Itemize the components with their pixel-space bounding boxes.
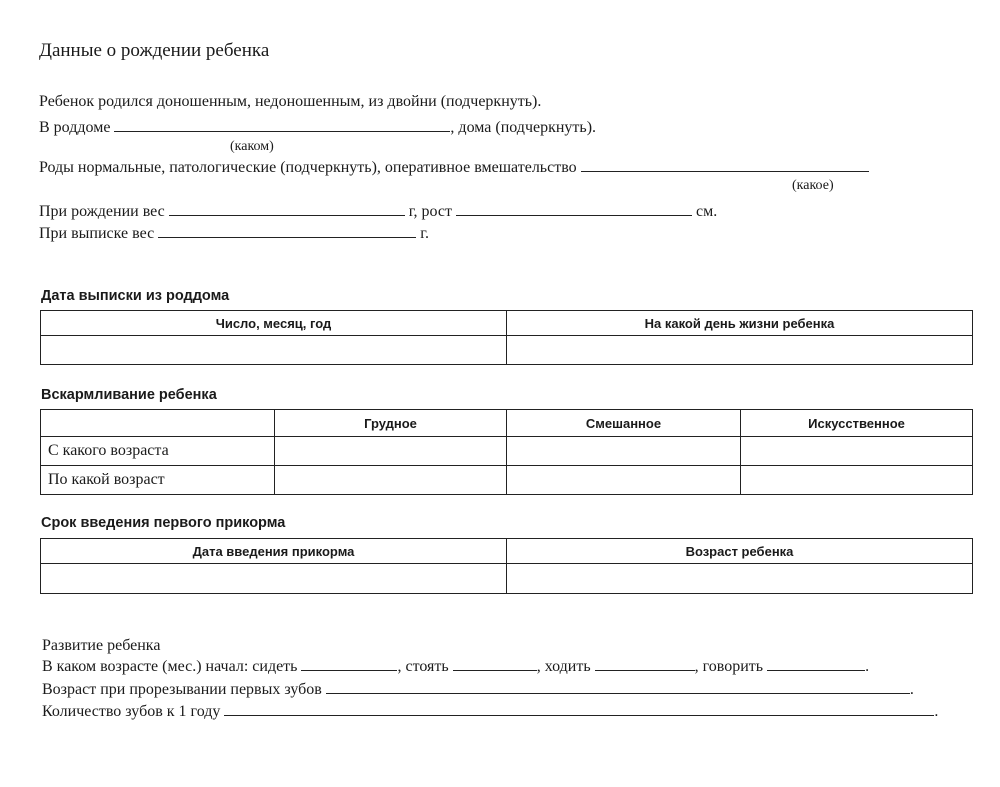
development-heading: Развитие ребенка (42, 637, 161, 654)
birth-status-line: Ребенок родился доношенным, недоношенным, из двойни (подчеркнуть). (39, 93, 542, 110)
birth-height-label: г, рост (408, 203, 453, 220)
birth-weight-line (39, 201, 717, 221)
maternity-field[interactable] (114, 117, 450, 132)
milestones-period: . (865, 658, 870, 675)
birth-height-field[interactable] (456, 201, 692, 216)
discharge-heading: Дата выписки из роддома (41, 288, 230, 304)
birth-weight-field[interactable] (169, 201, 405, 216)
discharge-date-header: Число, месяц, год (41, 311, 507, 336)
talk-age-field[interactable] (767, 656, 865, 671)
milestones-line (42, 656, 869, 676)
complementary-age-header: Возраст ребенка (507, 539, 973, 564)
milestones-stand-label: , стоять (397, 658, 449, 675)
feeding-corner-cell (41, 410, 275, 437)
feeding-mixed-from-cell[interactable] (507, 437, 741, 466)
first-teeth-line (42, 679, 914, 699)
complementary-table (40, 538, 973, 594)
teeth-count-line (42, 701, 938, 721)
milestones-sit-label: В каком возрасте (мес.) начал: сидеть (42, 658, 298, 675)
feeding-breast-from-cell[interactable] (275, 437, 507, 466)
first-teeth-label: Возраст при прорезывании первых зубов (42, 681, 322, 698)
maternity-label: В роддоме (39, 119, 111, 136)
discharge-weight-field[interactable] (158, 223, 416, 238)
teeth-count-field[interactable] (224, 701, 934, 716)
maternity-caption: (каком) (230, 139, 274, 154)
milestones-talk-label: , говорить (694, 658, 764, 675)
complementary-date-header: Дата введения прикорма (41, 539, 507, 564)
feeding-mixed-header: Смешанное (507, 410, 741, 437)
teeth-count-period: . (934, 703, 939, 720)
feeding-breast-to-cell[interactable] (275, 466, 507, 495)
page-title: Данные о рождении ребенка (39, 40, 270, 61)
feeding-artificial-from-cell[interactable] (741, 437, 973, 466)
first-teeth-field[interactable] (326, 679, 910, 694)
feeding-breast-header: Грудное (275, 410, 507, 437)
labor-caption: (какое) (792, 178, 834, 193)
discharge-weight-label: При выписке вес (39, 225, 155, 242)
stand-age-field[interactable] (453, 656, 537, 671)
labor-label: Роды нормальные, патологические (подчеркнуть), оперативное вмешательство (39, 159, 577, 176)
first-teeth-period: . (909, 681, 914, 698)
sit-age-field[interactable] (301, 656, 397, 671)
discharge-day-header: На какой день жизни ребенка (507, 311, 973, 336)
birth-weight-label: При рождении вес (39, 203, 165, 220)
feeding-artificial-to-cell[interactable] (741, 466, 973, 495)
labor-intervention-field[interactable] (581, 157, 869, 172)
complementary-date-cell[interactable] (41, 564, 507, 594)
feeding-artificial-header: Искусственное (741, 410, 973, 437)
discharge-weight-unit: г. (420, 225, 429, 242)
height-unit: см. (696, 203, 718, 220)
walk-age-field[interactable] (595, 656, 695, 671)
feeding-mixed-to-cell[interactable] (507, 466, 741, 495)
complementary-heading: Срок введения первого прикорма (41, 515, 286, 531)
maternity-home-label: , дома (подчеркнуть). (450, 119, 597, 136)
maternity-line (39, 117, 596, 137)
discharge-day-cell[interactable] (507, 336, 973, 365)
feeding-table (40, 409, 973, 495)
feeding-row-to-label: По какой возраст (41, 466, 275, 495)
discharge-table (40, 310, 973, 365)
milestones-walk-label: , ходить (536, 658, 591, 675)
discharge-weight-line (39, 223, 429, 243)
complementary-age-cell[interactable] (507, 564, 973, 594)
teeth-count-label: Количество зубов к 1 году (42, 703, 221, 720)
labor-line (39, 157, 869, 177)
feeding-row-from-label: С какого возраста (41, 437, 275, 466)
feeding-heading: Вскармливание ребенка (41, 387, 217, 403)
discharge-date-cell[interactable] (41, 336, 507, 365)
